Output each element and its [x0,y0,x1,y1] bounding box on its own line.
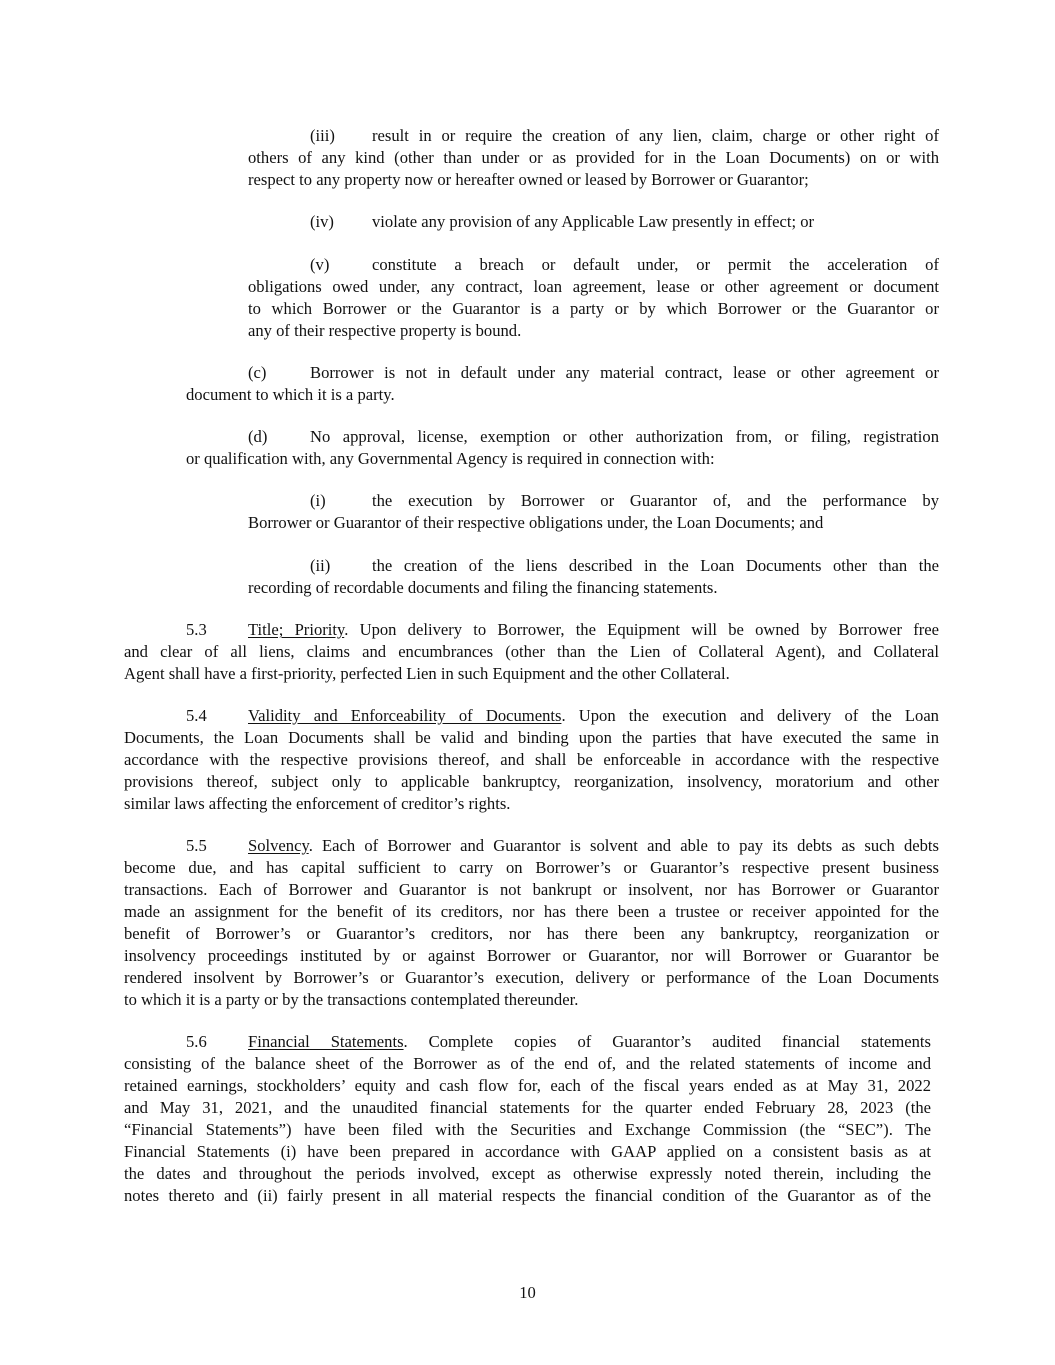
section-line: Agent shall have a first-priority, perfected Lien in such Equipment and the other Collateral. [124,664,730,683]
clause-line: any of their respective property is bound. [248,321,522,340]
section-line [186,705,939,727]
clause-marker: (v) [310,255,330,274]
section-line: made an assignment for the benefit of its creditors, nor has there been a trustee or receiver appointed for the [124,902,939,921]
section-line: accordance with the respective provisions thereof, and shall be enforceable in accordance with the respective [124,750,939,769]
clause-marker: (d) [248,427,268,446]
clause-marker: (i) [310,491,326,510]
section-line: similar laws affecting the enforcement of creditor’s rights. [124,794,511,813]
clause-line: to which Borrower or the Guarantor is a party or by which Borrower or the Guarantor or [248,299,939,318]
section-line: provisions thereof, subject only to applicable bankruptcy, reorganization, insolvency, moratorium and other [124,772,939,791]
clause-line: or qualification with, any Governmental Agency is required in connection with: [186,449,715,468]
clause-line [248,362,939,384]
clause-text: violate any provision of any Applicable Law presently in effect; or [372,212,815,231]
section-line: insolvency proceedings instituted by or against Borrower or Guarantor, nor will Borrower or Guarantor be [124,946,939,965]
section-text: . Complete copies of Guarantor’s audited financial statements [403,1032,931,1051]
clause-line [310,254,939,276]
section-text: . Upon the execution and delivery of the Loan [561,706,939,725]
clause-text: Borrower is not in default under any material contract, lease or other agreement or [310,363,939,382]
section-line: consisting of the balance sheet of the Borrower as of the end of, and the related statements of income and [124,1054,931,1073]
clause-line: Borrower or Guarantor of their respective obligations under, the Loan Documents; and [248,513,824,532]
clause-text: No approval, license, exemption or other authorization from, or filing, registration [310,427,939,446]
section-line: become due, and has capital sufficient to carry on Borrower’s or Guarantor’s respective present business [124,858,939,877]
section-line: Financial Statements (i) have been prepared in accordance with GAAP applied on a consistent basis as at [124,1142,931,1161]
section-heading: Title; Priority [248,620,345,639]
section-line: rendered insolvent by Borrower’s or Guarantor’s execution, delivery or performance of the Loan Documents [124,968,939,987]
clause-line: recording of recordable documents and filing the financing statements. [248,578,718,597]
clause-line: document to which it is a party. [186,385,395,404]
section-line [186,835,939,857]
clause-text: constitute a breach or default under, or permit the acceleration of [372,255,939,274]
section-number: 5.5 [186,836,207,855]
section-line: “Financial Statements”) have been filed with the Securities and Exchange Commission (the “SEC”). The [124,1120,931,1139]
clause-line: respect to any property now or hereafter owned or leased by Borrower or Guarantor; [248,170,809,189]
section-line: retained earnings, stockholders’ equity and cash flow for, each of the fiscal years ended as at May 31, 2022 [124,1076,931,1095]
section-line [186,1031,931,1053]
section-line [186,619,939,641]
section-line: Documents, the Loan Documents shall be valid and binding upon the parties that have executed the same in [124,728,939,747]
clause-line [310,490,939,512]
clause-marker: (iii) [310,126,335,145]
section-line: and clear of all liens, claims and encumbrances (other than the Lien of Collateral Agent), and Collateral [124,642,939,661]
clause-marker: (ii) [310,556,331,575]
page-number: 10 [519,1283,536,1302]
clause-line: others of any kind (other than under or as provided for in the Loan Documents) on or with [248,148,939,167]
section-heading: Validity and Enforceability of Documents [248,706,562,725]
section-line: notes thereto and (ii) fairly present in all material respects the financial condition of the Guarantor as of the [124,1186,931,1205]
clause-text: result in or require the creation of any lien, claim, charge or other right of [372,126,939,145]
section-text: . Each of Borrower and Guarantor is solvent and able to pay its debts as such debts [308,836,939,855]
section-number: 5.6 [186,1032,207,1051]
section-line: and May 31, 2021, and the unaudited financial statements for the quarter ended February 28, 2023 (the [124,1098,931,1117]
clause-text: the creation of the liens described in the Loan Documents other than the [372,556,939,575]
clause-line [248,426,939,448]
section-number: 5.3 [186,620,207,639]
clause-marker: (c) [248,363,267,382]
clause-line [310,555,939,577]
section-heading: Solvency [248,836,309,855]
clause-text: the execution by Borrower or Guarantor of, and the performance by [372,491,939,510]
section-line: the dates and throughout the periods involved, except as otherwise expressly noted therein, including the [124,1164,931,1183]
clause-line [310,125,939,147]
clause-line [310,211,814,233]
clause-marker: (iv) [310,212,334,231]
section-number: 5.4 [186,706,207,725]
section-line: transactions. Each of Borrower and Guarantor is not bankrupt or insolvent, nor has Borrower or Guarantor [124,880,939,899]
section-line: benefit of Borrower’s or Guarantor’s creditors, nor has there been any bankruptcy, reorganization or [124,924,939,943]
section-heading: Financial Statements [248,1032,404,1051]
clause-line: obligations owed under, any contract, loan agreement, lease or other agreement or document [248,277,939,296]
section-line: to which it is a party or by the transactions contemplated thereunder. [124,990,579,1009]
section-text: . Upon delivery to Borrower, the Equipment will be owned by Borrower free [344,620,940,639]
